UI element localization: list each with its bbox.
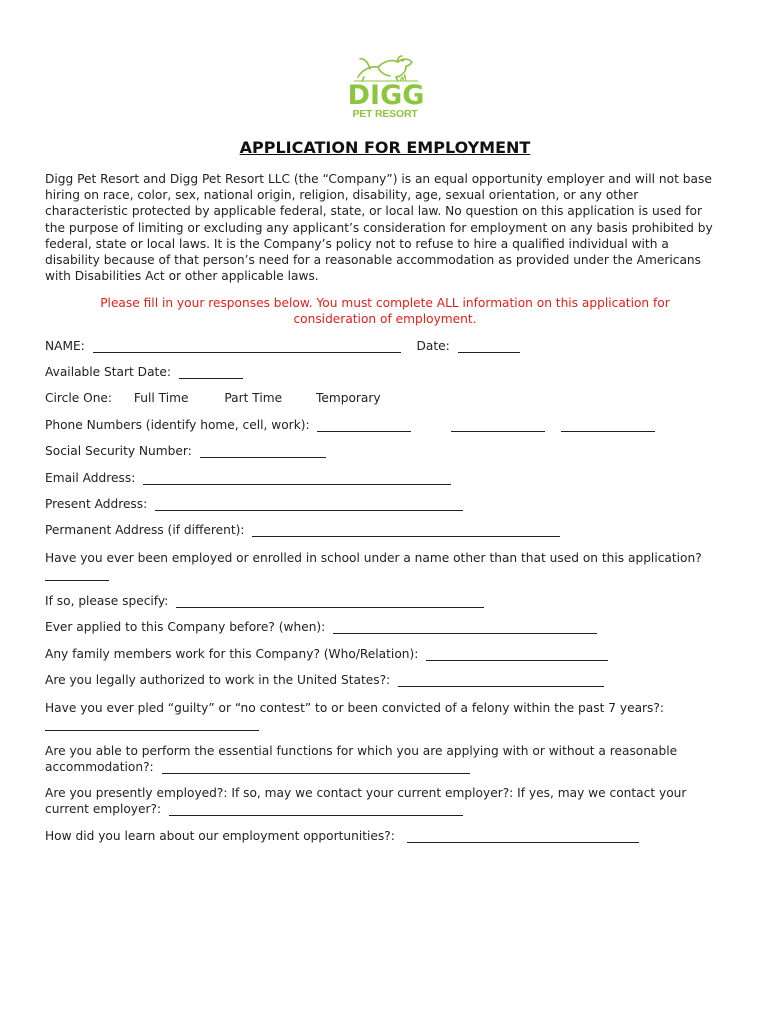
date-field[interactable] (458, 340, 520, 353)
eeo-statement: Digg Pet Resort and Digg Pet Resort LLC (the “Company”) is an equal opportunity employer and will not base hiring on race, color, sex, national origin, religion, disability, age, sexual orientation, or any other characteristic protected by applicable federal, state, or local law. No question on this application is used for the purpose of limiting or excluding any applicant’s consideration for employment on any basis prohibited by federal, state or local laws. It is the Company’s policy not to refuse to hire a qualified individual with a disability because of that person’s need for a reasonable accommodation as provided under the Americans with Disabilities Act or other applicable laws. (45, 172, 713, 284)
start-date-label: Available Start Date: (45, 365, 171, 379)
present-address-row (45, 497, 463, 512)
phone-field-1[interactable] (317, 419, 411, 432)
start-date-field[interactable] (179, 366, 243, 379)
option-part-time[interactable]: Part Time (224, 391, 283, 405)
ssn-label: Social Security Number: (45, 444, 192, 458)
ssn-field[interactable] (200, 445, 326, 458)
digg-logo (340, 50, 430, 122)
phone-field-2[interactable] (451, 419, 545, 432)
applied-before-row (45, 620, 597, 635)
logo-tagline: PET RESORT (352, 108, 418, 120)
present-address-field[interactable] (155, 498, 463, 511)
authorized-label: Are you legally authorized to work in the United States?: (45, 673, 391, 687)
other-name-row (45, 550, 735, 582)
page-title: APPLICATION FOR EMPLOYMENT (239, 138, 531, 157)
essential-field[interactable] (162, 761, 470, 774)
felony-label: Have you ever pled “guilty” or “no contest” to or been convicted of a felony within the past 7 years?: (45, 701, 664, 715)
permanent-address-field[interactable] (252, 524, 560, 537)
family-row (45, 647, 608, 662)
phone-row (45, 418, 655, 433)
applied-before-label: Ever applied to this Company before? (when): (45, 620, 326, 634)
applied-before-field[interactable] (333, 621, 597, 634)
felony-field[interactable] (45, 718, 259, 731)
employment-type-row (45, 391, 381, 406)
other-name-label: Have you ever been employed or enrolled in school under a name other than that used on this application? (45, 551, 702, 565)
instructions-notice: Please fill in your responses below. You must complete ALL information on this application for consideration of employment. (100, 296, 670, 326)
employed-label: Are you presently employed?: If so, may we contact your current employer?: If yes, may we contact your current employer?: (45, 786, 687, 816)
name-label: NAME: (45, 339, 85, 353)
phone-label: Phone Numbers (identify home, cell, work): (45, 418, 310, 432)
learn-label: How did you learn about our employment opportunities?: (45, 829, 395, 843)
logo-wordmark: DIGG (347, 80, 425, 111)
option-full-time[interactable]: Full Time (133, 391, 189, 405)
email-label: Email Address: (45, 471, 136, 485)
learn-field[interactable] (407, 830, 639, 843)
permanent-address-label: Permanent Address (if different): (45, 523, 245, 537)
name-field[interactable] (93, 340, 401, 353)
email-row (45, 471, 451, 486)
permanent-address-row (45, 523, 560, 538)
essential-label: Are you able to perform the essential functions for which you are applying with or without a reasonable accommodation?: (45, 744, 678, 774)
family-field[interactable] (426, 648, 608, 661)
learn-row (45, 829, 639, 844)
date-label: Date: (416, 339, 450, 353)
essential-row (45, 743, 715, 775)
present-address-label: Present Address: (45, 497, 148, 511)
specify-field[interactable] (176, 595, 484, 608)
specify-row (45, 594, 484, 609)
email-field[interactable] (143, 472, 451, 485)
ssn-row (45, 444, 326, 459)
felony-row (45, 700, 735, 732)
start-date-row (45, 365, 243, 380)
option-temporary[interactable]: Temporary (315, 391, 381, 405)
circle-one-label: Circle One: (45, 391, 113, 405)
phone-field-3[interactable] (561, 419, 655, 432)
specify-label: If so, please specify: (45, 594, 169, 608)
authorized-row (45, 673, 604, 688)
family-label: Any family members work for this Company? (Who/Relation): (45, 647, 419, 661)
name-row (45, 339, 520, 354)
authorized-field[interactable] (398, 674, 604, 687)
other-name-field[interactable] (45, 568, 109, 581)
employed-row (45, 785, 720, 817)
employed-field[interactable] (169, 803, 463, 816)
